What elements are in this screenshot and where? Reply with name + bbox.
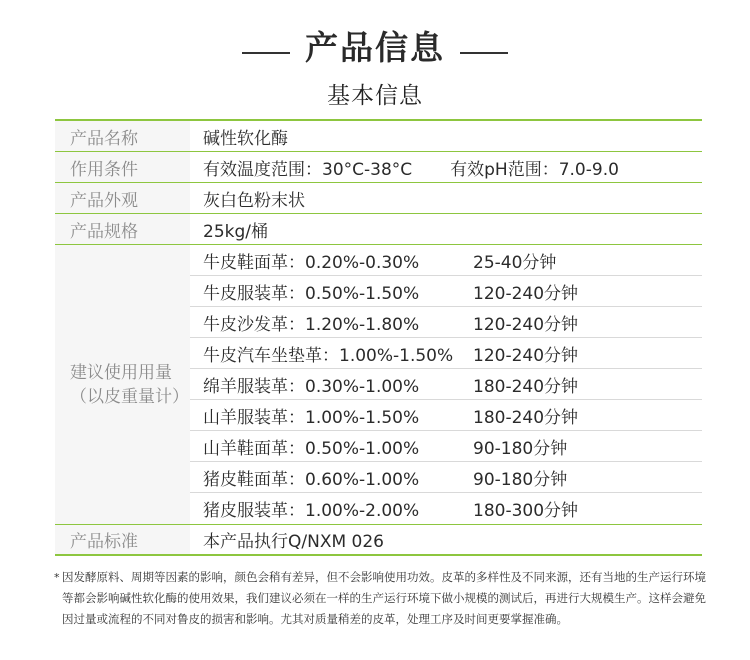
- dosage-label-line1: 建议使用用量: [70, 362, 172, 383]
- info-table: [55, 119, 702, 556]
- dosage-item: 猪皮鞋面革：0.60%-1.00%: [203, 469, 420, 490]
- dosage-item: 牛皮鞋面革：0.20%-0.30%: [203, 252, 420, 273]
- row-product-name: [55, 121, 702, 152]
- dosage-item: 绵羊服装革：0.30%-1.00%: [203, 376, 420, 397]
- dosage-row: [190, 431, 702, 462]
- dosage-time: 120-240分钟: [473, 283, 579, 304]
- ph-range: 有效pH范围：7.0-9.0: [450, 159, 619, 180]
- dosage-time: 120-240分钟: [473, 314, 579, 335]
- dosage-item: 山羊服装革：1.00%-1.50%: [203, 407, 420, 428]
- dosage-item: 牛皮服装革：0.50%-1.50%: [203, 283, 420, 304]
- row-label: 作用条件: [55, 152, 190, 182]
- title-wrap: [0, 28, 750, 68]
- dosage-time: 25-40分钟: [473, 252, 557, 273]
- dosage-row: [190, 493, 702, 524]
- dosage-item: 山羊鞋面革：0.50%-1.00%: [203, 438, 420, 459]
- section-subtitle: 基本信息: [327, 83, 423, 109]
- dosage-item: 猪皮服装革：1.00%-2.00%: [203, 501, 420, 521]
- dosage-time: 180-240分钟: [473, 407, 579, 428]
- dosage-item: 牛皮沙发革：1.20%-1.80%: [203, 314, 420, 335]
- dosage-block: [55, 245, 702, 525]
- dosage-time: 180-240分钟: [473, 376, 579, 397]
- row-label: 产品规格: [55, 214, 190, 244]
- footnote-mark: *: [54, 571, 60, 584]
- dosage-row: [190, 276, 702, 307]
- dosage-time: 90-180分钟: [473, 469, 568, 490]
- dosage-time: 180-300分钟: [473, 501, 579, 521]
- dosage-row: [190, 369, 702, 400]
- footnote: [54, 567, 712, 630]
- row-label: 产品标准: [55, 525, 190, 554]
- footnote-text: 因发酵原料、周期等因素的影响，颜色会稍有差异，但不会影响使用功效。皮革的多样性及不同来源，还有当地的生产运行环境等都会影响碱性软化酶的使用效果，我们建议必须在一样的生产运行环境下做小规模的测试后，再进行大规模生产。这样会避免因过量或流程的不同对鲁皮的损害和影响。尤其对质量稍差的皮革，处理工序及时间更要掌握准确。: [62, 570, 706, 626]
- dosage-item: 牛皮汽车坐垫革：1.00%-1.50%: [203, 345, 454, 366]
- dosage-label: [55, 245, 190, 524]
- dosage-row: [190, 245, 702, 276]
- dosage-row: [190, 338, 702, 369]
- dosage-label-line2: （以皮重量计）: [70, 386, 189, 407]
- row-value: [190, 152, 702, 182]
- row-value: 本产品执行Q/NXM 026: [203, 532, 384, 552]
- row-label: 产品外观: [55, 183, 190, 213]
- row-value: 灰白色粉末状: [203, 190, 305, 211]
- dosage-row: [190, 462, 702, 493]
- dosage-time: 90-180分钟: [473, 438, 568, 459]
- row-value: 25kg/桶: [203, 221, 268, 242]
- dosage-time: 120-240分钟: [473, 345, 579, 366]
- dosage-row: [190, 400, 702, 431]
- temperature-range: 有效温度范围：30°C-38°C: [203, 159, 413, 180]
- dosage-rows: [190, 245, 702, 524]
- row-conditions: [55, 152, 702, 183]
- page-title: 产品信息: [305, 28, 445, 67]
- row-standard: [55, 525, 702, 556]
- row-value: 碱性软化酶: [203, 128, 288, 149]
- row-spec: [55, 214, 702, 245]
- row-label: 产品名称: [55, 121, 190, 151]
- dosage-row: [190, 307, 702, 338]
- title-left-rule: [242, 52, 290, 54]
- title-right-rule: [460, 52, 508, 54]
- row-appearance: [55, 183, 702, 214]
